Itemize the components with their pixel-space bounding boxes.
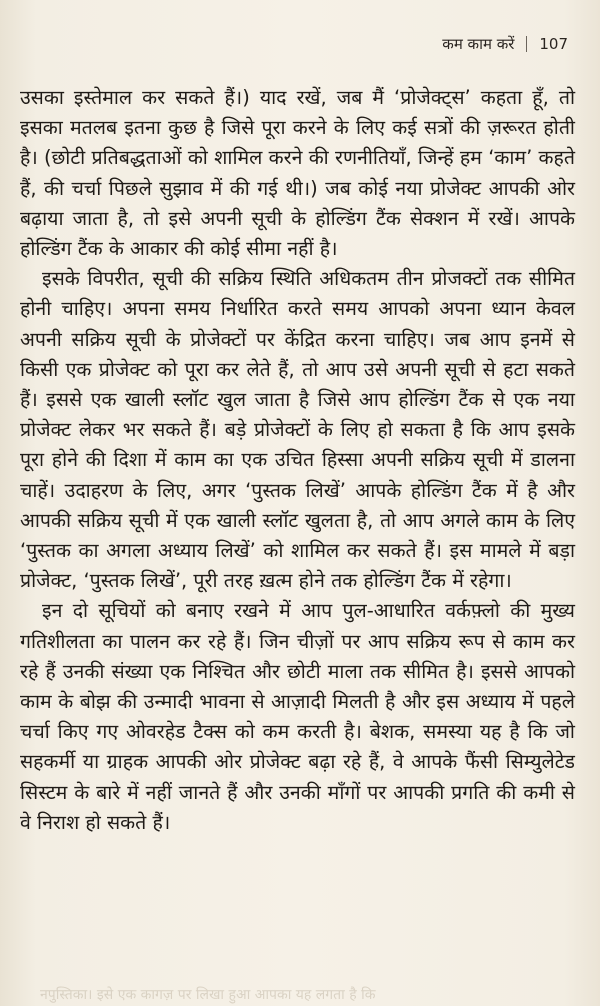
bleed-through-text: नपुस्तिका। इसे एक कागज़ पर लिखा हुआ आपका यह लगता है कि <box>40 987 376 1003</box>
chapter-title: कम काम करें <box>442 35 515 53</box>
body-text <box>20 83 575 838</box>
header-divider <box>526 36 527 52</box>
paragraph-1: उसका इस्तेमाल कर सकते हैं।) याद रखें, जब मैं ‘प्रोजेक्ट्स’ कहता हूँ, तो इसका मतलब इतना कुछ है जिसे पूरा करने के लिए कई सत्रों की ज़रूरत होती है। (छोटी प्रतिबद्धताओं को शामिल करने की रणनीतियाँ, जिन्हें हम ‘काम’ कहते हैं, की चर्चा पिछले सुझाव में की गई थी।) जब कोई नया प्रोजेक्ट आपकी ओर बढ़ाया जाता है, तो इसे अपनी सूची के होल्डिंग टैंक सेक्शन में रखें। आपके होल्डिंग टैंक के आकार की कोई सीमा नहीं है। <box>20 86 575 261</box>
running-header <box>442 34 568 54</box>
page-number: 107 <box>539 35 568 53</box>
paragraph-2: इसके विपरीत, सूची की सक्रिय स्थिति अधिकतम तीन प्रोजक्टों तक सीमित होनी चाहिए। अपना समय निर्धारित करते समय आपको अपना ध्यान केवल अपनी सक्रिय सूची के प्रोजेक्टों पर केंद्रित करना चाहिए। जब आप इनमें से किसी एक प्रोजेक्ट को पूरा कर लेते हैं, तो आप उसे अपनी सूची से हटा सकते हैं। इससे एक खाली स्लॉट खुल जाता है जिसे आप होल्डिंग टैंक से एक नया प्रोजेक्ट लेकर भर सकते हैं। बड़े प्रोजेक्टों के लिए हो सकता है कि आप इसके पूरा होने की दिशा में काम का एक उचित हिस्सा अपनी सक्रिय सूची में डालना चाहें। उदाहरण के लिए, अगर ‘पुस्तक लिखें’ आपके होल्डिंग टैंक में है और आपकी सक्रिय सूची में एक खाली स्लॉट खुलता है, तो आप अगले काम के लिए ‘पुस्तक का अगला अध्याय लिखें’ को शामिल कर सकते हैं। इस मामले में बड़ा प्रोजेक्ट, ‘पुस्तक लिखें’, पूरी तरह ख़त्म होने तक होल्डिंग टैंक में रहेगा। <box>20 267 575 593</box>
paragraph-3: इन दो सूचियों को बनाए रखने में आप पुल-आधारित वर्कफ़्लो की मुख्य गतिशीलता का पालन कर रहे हैं। जिन चीज़ों पर आप सक्रिय रूप से काम कर रहे हैं उनकी संख्या एक निश्चित और छोटी माला तक सीमित है। इससे आपको काम के बोझ की उन्मादी भावना से आज़ादी मिलती है और इस अध्याय में पहले चर्चा किए गए ओवरहेड टैक्स को कम करती है। बेशक, समस्या यह है कि जो सहकर्मी या ग्राहक आपकी ओर प्रोजेक्ट बढ़ा रहे हैं, वे आपके फैंसी सिम्युलेटेड सिस्टम के बारे में नहीं जानते हैं और उनकी माँगों पर आपकी प्रगति की कमी से वे निराश हो सकते हैं। <box>20 599 575 834</box>
